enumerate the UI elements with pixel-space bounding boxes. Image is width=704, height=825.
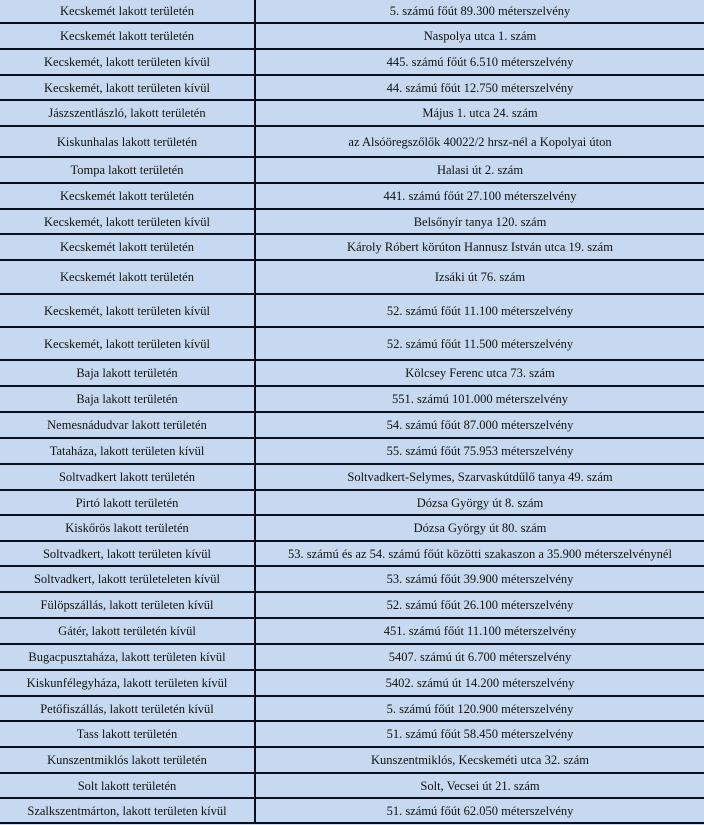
table-row [0, 618, 704, 644]
table-row [0, 0, 704, 23]
address-cell: 44. számú főút 12.750 méterszelvény [255, 75, 704, 100]
address-cell: 55. számú főút 75.953 méterszelvény [255, 438, 704, 464]
address-cell: 54. számú főút 87.000 méterszelvény [255, 412, 704, 438]
table-row [0, 183, 704, 209]
location-cell: Soltvadkert lakott területén [0, 464, 255, 490]
location-cell: Soltvadkert, lakott területen kívül [0, 541, 255, 566]
table-row [0, 670, 704, 696]
table-row [0, 566, 704, 592]
address-cell: Naspolya utca 1. szám [255, 23, 704, 49]
address-cell: Kölcsey Ferenc utca 73. szám [255, 360, 704, 386]
table-row [0, 360, 704, 386]
location-cell: Tass lakott területén [0, 721, 255, 747]
location-cell: Kecskemét, lakott területen kívül [0, 209, 255, 234]
location-cell: Kecskemét, lakott területen kívül [0, 327, 255, 360]
location-cell: Kiskunhalas lakott területén [0, 126, 255, 157]
location-cell: Bugacpusztaháza, lakott területen kívül [0, 644, 255, 670]
table-row [0, 386, 704, 412]
location-cell: Petőfiszállás, lakott területén kívül [0, 696, 255, 721]
address-cell: 52. számú főút 26.100 méterszelvény [255, 592, 704, 618]
location-cell: Fülöpszállás, lakott területen kívül [0, 592, 255, 618]
address-cell: Halasi út 2. szám [255, 157, 704, 183]
location-cell: Gátér, lakott területén kívül [0, 618, 255, 644]
table-row [0, 644, 704, 670]
location-cell: Soltvadkert, lakott területeleten kívül [0, 566, 255, 592]
table-row [0, 75, 704, 100]
table-row [0, 773, 704, 798]
address-cell: 51. számú főút 62.050 méterszelvény [255, 798, 704, 823]
location-cell: Jászszentlászló, lakott területén [0, 100, 255, 126]
address-cell: Soltvadkert-Selymes, Szarvaskútdűlő tanya 49. szám [255, 464, 704, 490]
address-cell: 451. számú főút 11.100 méterszelvény [255, 618, 704, 644]
location-cell: Kecskemét lakott területén [0, 234, 255, 260]
table-row [0, 438, 704, 464]
location-cell: Kecskemét, lakott területen kívül [0, 49, 255, 75]
address-cell: 551. számú 101.000 méterszelvény [255, 386, 704, 412]
table-row [0, 747, 704, 773]
address-cell: 52. számú főút 11.100 méterszelvény [255, 294, 704, 327]
address-cell: 441. számú főút 27.100 méterszelvény [255, 183, 704, 209]
address-cell: 445. számú főút 6.510 méterszelvény [255, 49, 704, 75]
location-cell: Nemesnádudvar lakott területén [0, 412, 255, 438]
address-cell: 53. számú főút 39.900 méterszelvény [255, 566, 704, 592]
location-cell: Tompa lakott területén [0, 157, 255, 183]
location-cell: Szalkszentmárton, lakott területen kívül [0, 798, 255, 823]
address-cell: az Alsóöregszőlők 40022/2 hrsz-nél a Kopolyai úton [255, 126, 704, 157]
location-cell: Kecskemét lakott területén [0, 260, 255, 294]
table-row [0, 23, 704, 49]
table-row [0, 49, 704, 75]
table-row [0, 294, 704, 327]
table-row [0, 696, 704, 721]
address-cell: Dózsa György út 8. szám [255, 490, 704, 515]
location-cell: Baja lakott területén [0, 360, 255, 386]
table-row [0, 234, 704, 260]
location-cell: Kecskemét lakott területén [0, 0, 255, 23]
table-row [0, 209, 704, 234]
table-row [0, 157, 704, 183]
address-cell: Izsáki út 76. szám [255, 260, 704, 294]
location-cell: Kecskemét, lakott területen kívül [0, 294, 255, 327]
address-cell: Belsőnyír tanya 120. szám [255, 209, 704, 234]
table-row [0, 721, 704, 747]
location-cell: Kecskemét lakott területén [0, 183, 255, 209]
address-cell: 52. számú főút 11.500 méterszelvény [255, 327, 704, 360]
table-row [0, 126, 704, 157]
table-row [0, 100, 704, 126]
address-cell: 51. számú főút 58.450 méterszelvény [255, 721, 704, 747]
table-row [0, 464, 704, 490]
address-cell: 5. számú főút 89.300 méterszelvény [255, 0, 704, 23]
location-cell: Tataháza, lakott területen kívül [0, 438, 255, 464]
table-row [0, 798, 704, 823]
table-row [0, 327, 704, 360]
address-cell: Május 1. utca 24. szám [255, 100, 704, 126]
location-cell: Kiskunfélegyháza, lakott területen kívül [0, 670, 255, 696]
location-cell: Kecskemét lakott területén [0, 23, 255, 49]
location-cell: Kunszentmiklós lakott területén [0, 747, 255, 773]
address-cell: 5402. számú út 14.200 méterszelvény [255, 670, 704, 696]
address-cell: 5. számú főút 120.900 méterszelvény [255, 696, 704, 721]
location-cell: Kecskemét, lakott területen kívül [0, 75, 255, 100]
address-cell: Solt, Vecsei út 21. szám [255, 773, 704, 798]
location-cell: Solt lakott területén [0, 773, 255, 798]
address-cell: Károly Róbert körúton Hannusz István utca 19. szám [255, 234, 704, 260]
table-row [0, 592, 704, 618]
table-row [0, 260, 704, 294]
location-cell: Baja lakott területén [0, 386, 255, 412]
address-cell: 5407. számú út 6.700 méterszelvény [255, 644, 704, 670]
table-row [0, 515, 704, 541]
address-cell: Kunszentmiklós, Kecskeméti utca 32. szám [255, 747, 704, 773]
location-cell: Kiskőrös lakott területén [0, 515, 255, 541]
address-cell: Dózsa György út 80. szám [255, 515, 704, 541]
location-cell: Pirtó lakott területén [0, 490, 255, 515]
table-row [0, 490, 704, 515]
table-row [0, 541, 704, 566]
address-cell: 53. számú és az 54. számú főút közötti szakaszon a 35.900 méterszelvénynél [255, 541, 704, 566]
table-row [0, 412, 704, 438]
